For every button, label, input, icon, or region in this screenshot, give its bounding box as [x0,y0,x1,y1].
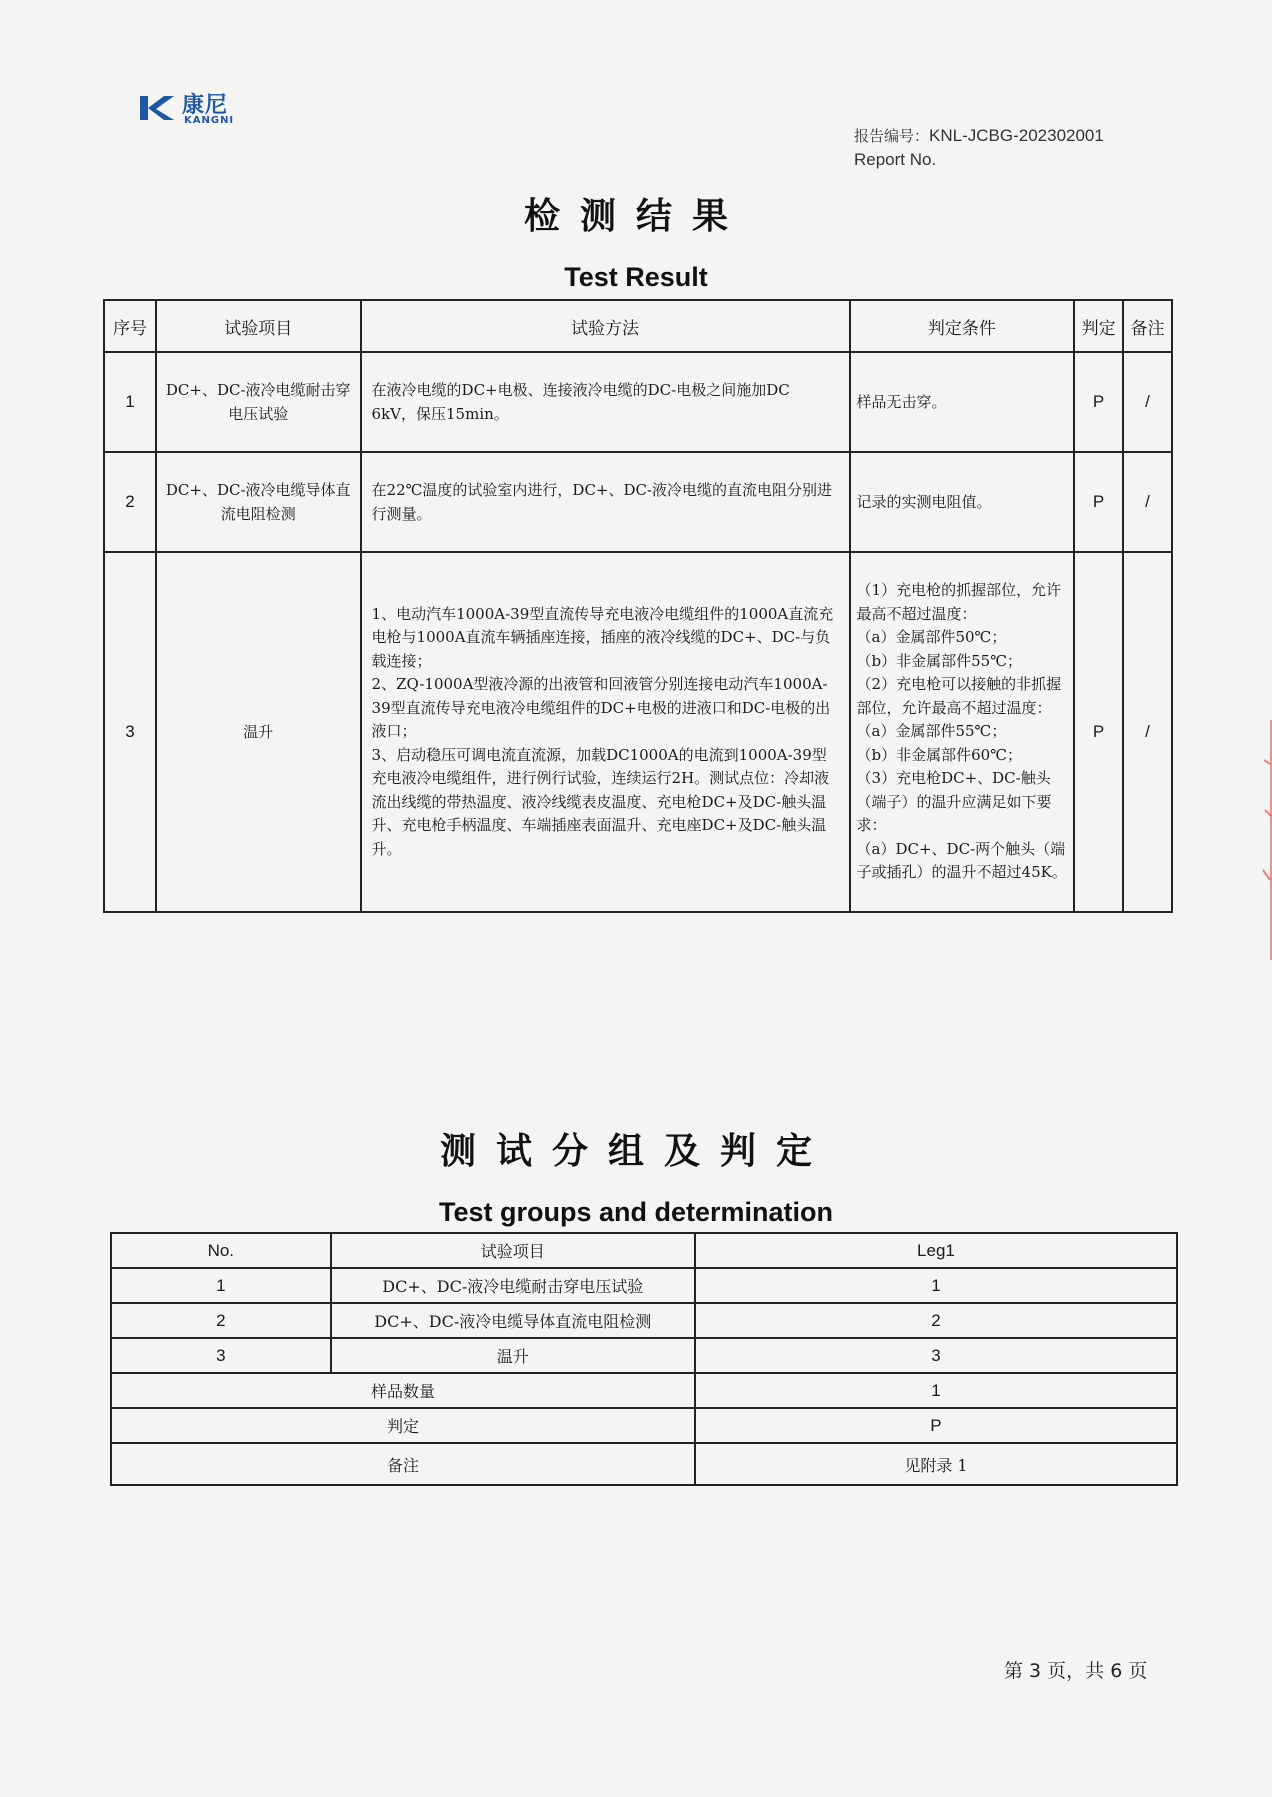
table-row [104,552,1172,912]
header-verdict: 判定 [1074,300,1123,352]
row-method [361,552,850,912]
criteria-line: （b）非金属部件55℃； [856,651,1023,670]
row-method: 在液冷电缆的DC+电极、连接液冷电缆的DC-电极之间施加DC 6kV，保压15min。 [361,352,850,452]
row-item: 温升 [156,552,361,912]
table-row [104,452,1172,552]
section-title-en: Test Result [564,262,708,292]
summary-label: 样品数量 [111,1373,695,1408]
table-row [104,352,1172,452]
table-row [111,1338,1177,1373]
row-no: 3 [104,552,156,912]
table-row [111,1303,1177,1338]
company-logo [138,88,258,128]
row-method: 在22℃温度的试验室内进行，DC+、DC-液冷电缆的直流电阻分别进行测量。 [361,452,850,552]
page-number: 第 3 页，共 6 页 [1004,1660,1148,1682]
row-remark: / [1123,352,1172,452]
logo-text-en: KANGNI [184,115,235,126]
table-header-row [111,1233,1177,1268]
row-criteria: 样品无击穿。 [850,352,1075,452]
criteria-line: （2）充电枪可以接触的非抓握部位，允许最高不超过温度： [856,675,1062,717]
header-no: No. [111,1233,331,1268]
row-no: 3 [111,1338,331,1373]
method-step: 3、启动稳压可调电流直流源，加载DC1000A的电流到1000A-39型充电液冷电缆组件，进行例行试验，连续运行2H。测试点位：冷却液流出线缆的带热温度、液冷线缆表皮温度、充电枪DC+及DC-触头温升、充电枪手柄温度、车端插座表面温升、充电座DC+及DC-触头温升。 [371,745,830,858]
header-seq: 序号 [104,300,156,352]
method-step: 1、电动汽车1000A-39型直流传导充电液冷电缆组件的1000A直流充电枪与1000A直流车辆插座连接，插座的液冷线缆的DC+、DC-与负载连接； [371,604,834,670]
section2-title-en: Test groups and determination [438,1197,834,1227]
report-number-block [854,124,1104,171]
header-criteria: 判定条件 [850,300,1075,352]
section2-title-cn: 测试分组及判定 [439,1130,832,1172]
row-item: DC+、DC-液冷电缆耐击穿电压试验 [331,1268,695,1303]
summary-value: 1 [695,1373,1177,1408]
summary-label: 判定 [111,1408,695,1443]
row-no: 1 [104,352,156,452]
row-remark: / [1123,452,1172,552]
criteria-line: （a）金属部件50℃； [856,628,1007,647]
header-remark: 备注 [1123,300,1172,352]
stamp-edge-mark [1260,720,1272,960]
row-item: DC+、DC-液冷电缆导体直流电阻检测 [331,1303,695,1338]
criteria-line: （1）充电枪的抓握部位，允许最高不超过温度： [856,581,1062,623]
row-no: 2 [111,1303,331,1338]
criteria-line: （a）金属部件55℃； [856,722,1007,741]
row-verdict: P [1074,352,1123,452]
header-leg: Leg1 [695,1233,1177,1268]
report-number: KNL-JCBG-202302001 [929,126,1104,145]
test-groups-table [110,1232,1178,1486]
criteria-line: （3）充电枪DC+、DC-触头（端子）的温升应满足如下要求： [856,769,1052,835]
logo-text-cn: 康尼 [182,93,229,118]
summary-row-verdict [111,1408,1177,1443]
row-item: DC+、DC-液冷电缆耐击穿电压试验 [156,352,361,452]
row-criteria: 记录的实测电阻值。 [850,452,1075,552]
summary-value: P [695,1408,1177,1443]
section-title-cn: 检测结果 [523,195,748,237]
header-method: 试验方法 [361,300,850,352]
row-criteria [850,552,1075,912]
table-header-row [104,300,1172,352]
criteria-line: （a）DC+、DC-两个触头（端子或插孔）的温升不超过45K。 [856,839,1067,882]
report-number-label-en: Report No. [854,150,937,169]
report-number-label: 报告编号： [854,127,930,145]
criteria-line: （b）非金属部件60℃； [856,745,1023,764]
row-item: 温升 [331,1338,695,1373]
summary-row-sample-count [111,1373,1177,1408]
kangni-logo-icon [138,92,178,124]
table-row [111,1268,1177,1303]
row-remark: / [1123,552,1172,912]
row-leg: 1 [695,1268,1177,1303]
row-leg: 2 [695,1303,1177,1338]
row-verdict: P [1074,452,1123,552]
row-leg: 3 [695,1338,1177,1373]
row-no: 2 [104,452,156,552]
row-item: DC+、DC-液冷电缆导体直流电阻检测 [156,452,361,552]
method-step: 2、ZQ-1000A型液冷源的出液管和回液管分别连接电动汽车1000A-39型直流传导充电液冷电缆组件的DC+电极的进液口和DC-电极的出液口； [371,675,831,741]
test-result-table [103,299,1173,913]
row-no: 1 [111,1268,331,1303]
summary-label: 备注 [111,1443,695,1485]
header-item: 试验项目 [331,1233,695,1268]
summary-value: 见附录 1 [695,1443,1177,1485]
summary-row-remark [111,1443,1177,1485]
header-item: 试验项目 [156,300,361,352]
row-verdict: P [1074,552,1123,912]
